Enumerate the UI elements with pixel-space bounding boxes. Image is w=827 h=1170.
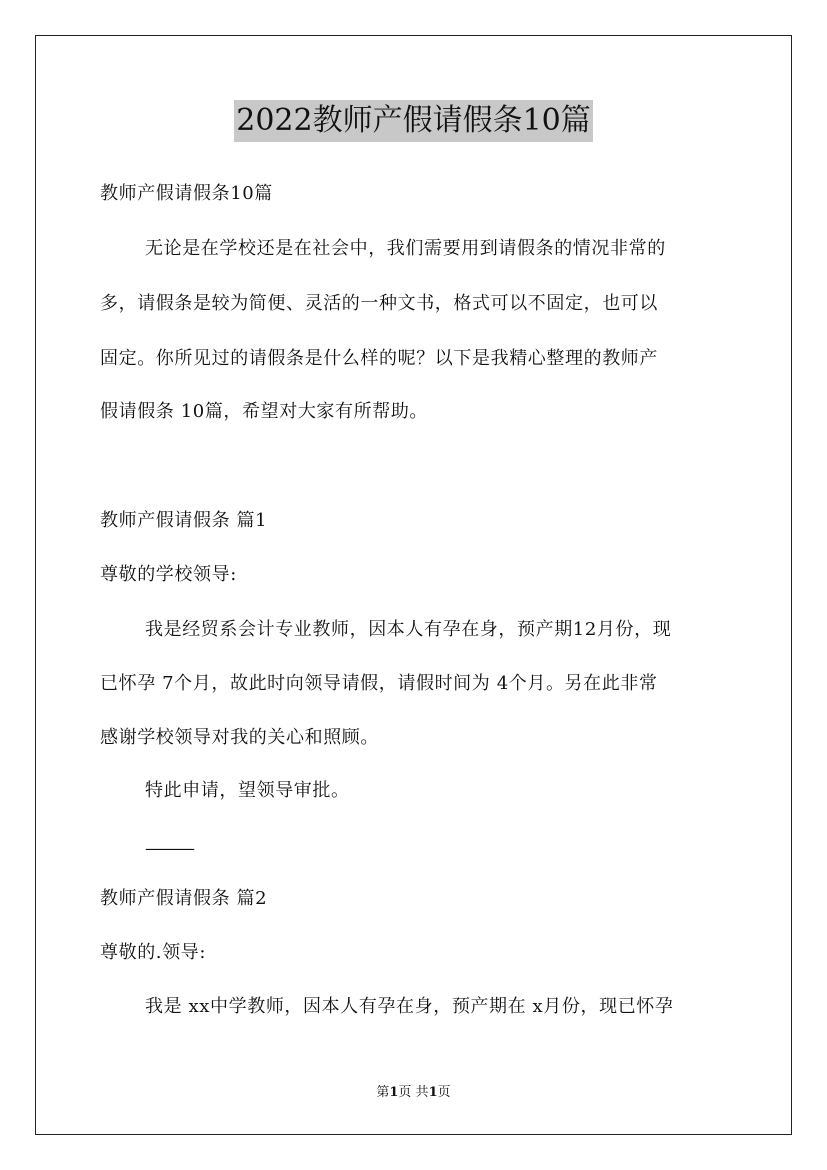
intro-line: 无论是在学校还是在社会中，我们需要用到请假条的情况非常的 — [145, 238, 666, 259]
section-body-line: 感谢学校领导对我的关心和照顾。 — [100, 727, 379, 748]
document-subtitle: 教师产假请假条10篇 — [100, 183, 273, 204]
footer-page-prefix: 第 — [376, 1085, 390, 1100]
section-body-line: 我是 xx中学教师，因本人有孕在身，预产期在 x月份，现已怀孕 — [145, 996, 674, 1017]
footer-page-number: 1 — [389, 1085, 399, 1100]
title-container — [0, 100, 827, 142]
footer-page-suffix: 页 — [437, 1085, 451, 1100]
section-closing: 特此申请，望领导审批。 — [145, 780, 350, 801]
section-heading: 教师产假请假条 篇1 — [100, 510, 268, 531]
page-footer — [0, 1084, 827, 1102]
footer-page-total: 1 — [428, 1085, 438, 1100]
intro-line: 多，请假条是较为简便、灵活的一种文书，格式可以不固定，也可以 — [100, 293, 658, 314]
intro-line: 假请假条 10篇，希望对大家有所帮助。 — [100, 401, 429, 422]
intro-line: 固定。你所见过的请假条是什么样的呢？以下是我精心整理的教师产 — [100, 348, 658, 369]
footer-page-mid: 页 共 — [398, 1085, 429, 1100]
section-heading: 教师产假请假条 篇2 — [100, 888, 268, 909]
document-title: 2022教师产假请假条10篇 — [234, 100, 593, 142]
section-salutation: 尊敬的.领导: — [100, 942, 206, 963]
section-salutation: 尊敬的学校领导: — [100, 564, 237, 585]
signature-line: ——— — [145, 838, 193, 859]
section-body-line: 我是经贸系会计专业教师，因本人有孕在身，预产期12月份，现 — [145, 619, 672, 640]
section-body-line: 已怀孕 7个月，故此时向领导请假，请假时间为 4个月。另在此非常 — [100, 673, 658, 694]
